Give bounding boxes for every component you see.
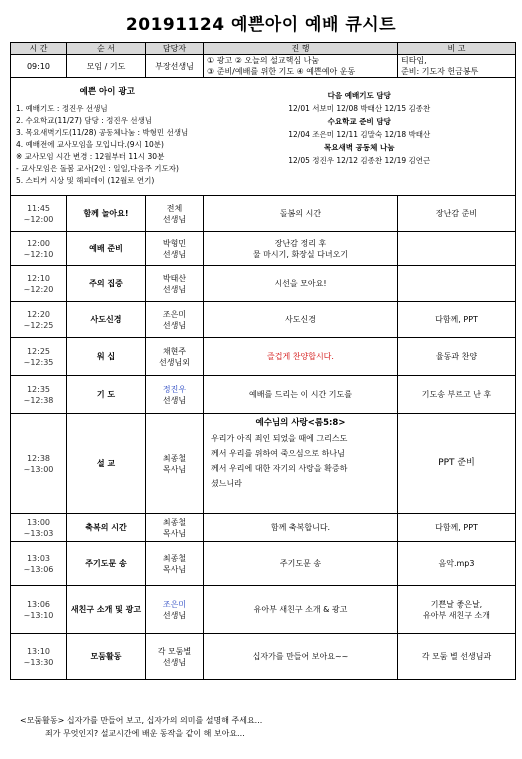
- table-row: [11, 542, 516, 586]
- row-time: [11, 586, 67, 634]
- row-progress: 함께 축복합니다.: [204, 514, 398, 542]
- row-person: [146, 196, 204, 232]
- time-start: 13:10: [26, 646, 51, 656]
- row-note: 기도송 부르고 난 후: [398, 376, 516, 414]
- notice-line: - 교사모임은 돌봄 교사(2인 : 일일,다음주 기도자): [16, 164, 179, 173]
- table-row: [11, 232, 516, 266]
- schedule-head: 다음 예배기도 담당: [327, 91, 391, 100]
- notice-row: [11, 78, 516, 196]
- row-person: [146, 302, 204, 338]
- row-order: 예배 준비: [67, 232, 146, 266]
- column-header: 순 서: [67, 43, 146, 55]
- row-time: [11, 232, 67, 266]
- time-start: 12:20: [26, 309, 51, 319]
- time-start: 11:45: [26, 203, 51, 213]
- row-note: [398, 232, 516, 266]
- column-header: 시 간: [11, 43, 67, 55]
- row-order: 모둠활동: [67, 634, 146, 680]
- time-end: ~13:00: [23, 464, 54, 474]
- table-row: [11, 634, 516, 680]
- time-end: ~12:00: [23, 214, 54, 224]
- person-title: 선생님: [162, 657, 187, 667]
- person-title: 선생님외: [159, 357, 190, 367]
- row-progress: 즐겁게 찬양합시다.: [204, 338, 398, 376]
- notice-cell: [11, 78, 204, 196]
- info-progress-line: ③ 준비/예배를 위한 기도 ④ 예쁜예아 운동: [207, 67, 356, 76]
- row-order: 주의 집중: [67, 266, 146, 302]
- time-end: ~12:35: [23, 357, 54, 367]
- row-time: [11, 634, 67, 680]
- cue-sheet-table: [10, 42, 516, 680]
- person-name: 조은미: [162, 309, 187, 319]
- person-title: 선생님: [162, 249, 187, 259]
- row-time: [11, 376, 67, 414]
- row-person: [146, 514, 204, 542]
- row-person: [146, 376, 204, 414]
- person-name: 정진우: [162, 384, 187, 394]
- time-end: ~13:30: [23, 657, 54, 667]
- notice-line: 2. 수요학교(11/27) 담당 : 정진우 선생님: [16, 116, 153, 125]
- row-time: [11, 196, 67, 232]
- schedule-head: 목요새벽 공동체 나눔: [324, 143, 395, 152]
- notice-line: 5. 스티커 시상 및 해피데이 (12월로 연기): [16, 176, 155, 185]
- info-progress-line: ① 광고 ② 오늘의 설교핵심 나눔: [207, 56, 320, 65]
- row-time: [11, 266, 67, 302]
- time-start: 12:00: [26, 238, 51, 248]
- row-person: [146, 232, 204, 266]
- person-title: 선생님: [162, 395, 187, 405]
- row-progress: 유아부 새친구 소개 & 광고: [204, 586, 398, 634]
- row-time: [11, 338, 67, 376]
- info-person: 부장선생님: [146, 55, 204, 78]
- time-end: ~13:06: [23, 564, 54, 574]
- info-time: 09:10: [11, 55, 67, 78]
- row-person: [146, 634, 204, 680]
- time-start: 12:35: [26, 384, 51, 394]
- row-person: [146, 414, 204, 514]
- progress-line: 물 마시기, 화장실 다녀오기: [252, 249, 349, 259]
- page-title: 20191124 예쁜아이 예배 큐시트: [125, 15, 397, 35]
- time-end: ~12:10: [23, 249, 54, 259]
- sermon-progress: [204, 414, 398, 514]
- table-row: [11, 338, 516, 376]
- row-time: [11, 542, 67, 586]
- time-start: 12:10: [26, 273, 51, 283]
- sermon-row: [11, 414, 516, 514]
- person-title: 선생님: [162, 610, 187, 620]
- schedule-head: 수요학교 준비 담당: [327, 117, 391, 126]
- time-start: 13:00: [26, 517, 51, 527]
- person-title: 목사님: [162, 464, 187, 474]
- notice-line: ※ 교사모임 시간 변경 : 12월부터 11시 30분: [16, 152, 165, 161]
- time-start: 13:03: [26, 553, 51, 563]
- row-note: 음악.mp3: [398, 542, 516, 586]
- info-row: [11, 55, 516, 78]
- person-title: 선생님: [162, 214, 187, 224]
- schedule-line: 12/01 서보미 12/08 박태산 12/15 김종찬: [288, 104, 431, 113]
- row-progress: 예배를 드리는 이 시간 기도를: [204, 376, 398, 414]
- person-name: 각 모둠별: [157, 646, 192, 656]
- row-time: [11, 514, 67, 542]
- row-order: 설 교: [67, 414, 146, 514]
- header-row: [11, 43, 516, 55]
- person-name: 채현주: [162, 346, 187, 356]
- person-name: 최종철: [162, 553, 187, 563]
- info-note-line: 준비: 기도자 헌금봉투: [401, 67, 479, 76]
- sermon-line: 께서 우리에 대한 자기의 사랑을 확증하: [211, 464, 348, 473]
- row-order: 주기도문 송: [67, 542, 146, 586]
- row-progress: 사도신경: [204, 302, 398, 338]
- person-title: 목사님: [162, 528, 187, 538]
- sermon-line: 셨느니라: [211, 479, 242, 488]
- notice-title: 예쁜 아이 광고: [79, 87, 135, 97]
- table-row: [11, 266, 516, 302]
- row-order: 새친구 소개 및 광고: [67, 586, 146, 634]
- person-title: 선생님: [162, 320, 187, 330]
- sermon-title: 예수님의 사랑<롬5:8>: [255, 418, 346, 428]
- row-person: [146, 266, 204, 302]
- person-title: 선생님: [162, 284, 187, 294]
- time-start: 13:06: [26, 599, 51, 609]
- info-note: [398, 55, 516, 78]
- row-person: [146, 338, 204, 376]
- row-note: 각 모둠 별 선생님과: [398, 634, 516, 680]
- row-note: [398, 266, 516, 302]
- time-end: ~13:10: [23, 610, 54, 620]
- notice-line: 3. 목요새벽기도(11/28) 공동체나눔 : 박형민 선생님: [16, 128, 189, 137]
- row-order: 함께 놀아요!: [67, 196, 146, 232]
- note-line: 유아부 새친구 소개: [423, 610, 490, 620]
- info-note-line: 티타임,: [401, 56, 427, 65]
- row-order: 사도신경: [67, 302, 146, 338]
- table-row: [11, 586, 516, 634]
- row-note: 다함께, PPT: [398, 514, 516, 542]
- schedule-info-cell: [204, 78, 516, 196]
- row-person: [146, 586, 204, 634]
- notice-line: 1. 예배기도 : 정진우 선생님: [16, 104, 108, 113]
- row-order: 기 도: [67, 376, 146, 414]
- row-progress: [204, 232, 398, 266]
- note-line: 기쁜날 좋은날,: [430, 599, 483, 609]
- column-header: 담당자: [146, 43, 204, 55]
- sermon-line: 우리가 아직 죄인 되었을 때에 그리스도: [211, 434, 348, 443]
- row-time: [11, 414, 67, 514]
- person-name: 최종철: [162, 453, 187, 463]
- schedule-info: [209, 81, 511, 167]
- time-start: 12:25: [26, 346, 51, 356]
- row-note: 장난감 준비: [398, 196, 516, 232]
- table-row: [11, 302, 516, 338]
- column-header: 비 고: [398, 43, 516, 55]
- table-row: [11, 376, 516, 414]
- notice-line: 4. 예배전에 교사모임을 모입니다.(9시 10분): [16, 140, 164, 149]
- person-name: 박태산: [162, 273, 187, 283]
- footer-note: [20, 714, 510, 740]
- row-progress: 주기도문 송: [204, 542, 398, 586]
- row-order: 워 십: [67, 338, 146, 376]
- time-end: ~13:03: [23, 528, 54, 538]
- person-name: 최종철: [162, 517, 187, 527]
- row-time: [11, 302, 67, 338]
- progress-line: 장난감 정리 후: [274, 238, 327, 248]
- row-note: PPT 준비: [398, 414, 516, 514]
- person-name: 전체: [166, 203, 183, 213]
- person-name: 박형민: [162, 238, 187, 248]
- info-progress: [204, 55, 398, 78]
- row-progress: 돌봄의 시간: [204, 196, 398, 232]
- schedule-line: 12/04 조은미 12/11 김말숙 12/18 박태산: [288, 130, 431, 139]
- footer-line: 죄가 무엇인지? 설교시간에 배운 동작을 같이 해 보아요...: [45, 729, 245, 738]
- table-row: [11, 514, 516, 542]
- person-name: 조은미: [162, 599, 187, 609]
- table-row: [11, 196, 516, 232]
- sermon-line: 께서 우리를 위하여 죽으심으로 하나님: [211, 449, 345, 458]
- schedule-line: 12/05 정진우 12/12 김종찬 12/19 김연근: [288, 156, 431, 165]
- row-order: 축복의 시간: [67, 514, 146, 542]
- row-note: 율동과 찬양: [398, 338, 516, 376]
- footer-line: <모둠활동> 십자가를 만들어 보고, 십자가의 의미를 설명해 주세요...: [20, 716, 263, 725]
- row-note: [398, 586, 516, 634]
- sermon-body: [207, 431, 394, 491]
- time-end: ~12:38: [23, 395, 54, 405]
- row-progress: 시선을 모아요!: [204, 266, 398, 302]
- row-progress: 십자가를 만들어 보아요~~: [204, 634, 398, 680]
- person-title: 목사님: [162, 564, 187, 574]
- time-end: ~12:20: [23, 284, 54, 294]
- column-header: 진 행: [204, 43, 398, 55]
- row-person: [146, 542, 204, 586]
- time-end: ~12:25: [23, 320, 54, 330]
- info-order: 모임 / 기도: [67, 55, 146, 78]
- time-start: 12:38: [26, 453, 51, 463]
- row-note: 다함께, PPT: [398, 302, 516, 338]
